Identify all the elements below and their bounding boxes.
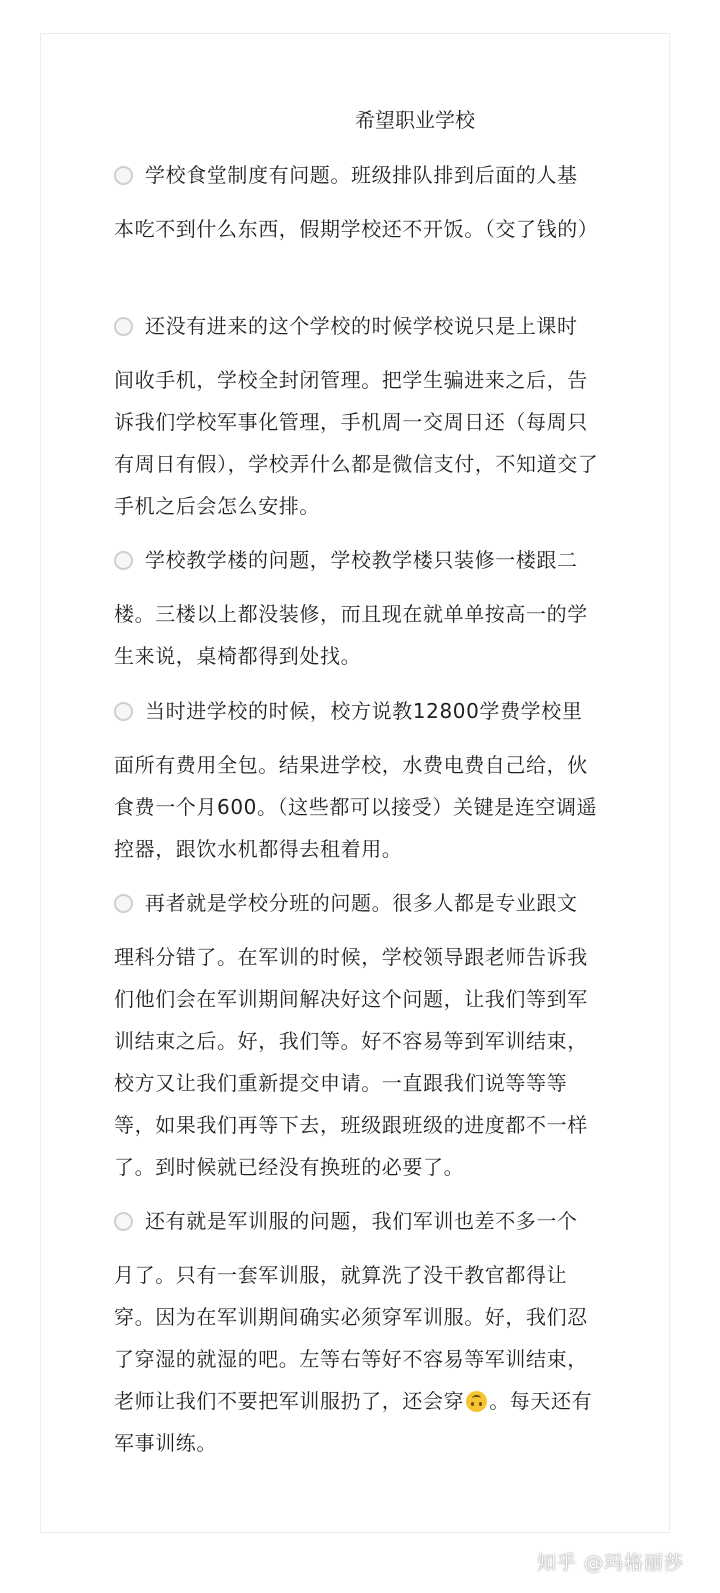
radio-circle-icon	[114, 166, 133, 185]
zhihu-watermark: 知乎 @玛格丽莎	[536, 1552, 684, 1574]
paragraph-6	[114, 1200, 606, 1464]
paragraph-5-rest: 理科分错了。在军训的时候，学校领导跟老师告诉我们他们会在军训期间解决好这个问题，让我们等到军训结束之后。好，我们等。好不容易等到军训结束，校方又让我们重新提交申请。一直跟我们说等等等等，如果我们再等下去，班级跟班级的进度都不一样了。到时候就已经没有换班的必要了。	[114, 945, 588, 1179]
paragraph-3-first: 学校教学楼的问题，学校教学楼只装修一楼跟二	[145, 548, 578, 572]
page-title: 希望职业学校	[355, 108, 475, 132]
paragraph-first-line	[114, 305, 606, 347]
radio-circle-icon	[114, 1212, 133, 1231]
paragraph-first-line	[114, 690, 606, 732]
paragraph-5-first: 再者就是学校分班的问题。很多人都是专业跟文	[145, 891, 578, 915]
paragraph-5	[114, 882, 606, 1188]
paragraph-first-line	[114, 1200, 606, 1242]
paragraph-6-rest	[114, 1254, 606, 1464]
paragraph-6-first: 还有就是军训服的问题，我们军训也差不多一个	[145, 1209, 578, 1233]
paragraph-3	[114, 539, 606, 677]
paragraph-4	[114, 690, 606, 870]
paragraph-1	[114, 154, 606, 250]
paragraph-4-rest: 面所有费用全包。结果进学校，水费电费自己给，伙食费一个月600。（这些都可以接受）关键是连空调遥控器，跟饮水机都得去租着用。	[114, 753, 598, 861]
paragraph-2	[114, 305, 606, 527]
paragraph-first-line	[114, 154, 606, 196]
radio-circle-icon	[114, 894, 133, 913]
radio-circle-icon	[114, 702, 133, 721]
paragraph-6-rest-text: 月了。只有一套军训服，就算洗了没干教官都得让穿。因为在军训期间确实必须穿军训服。好，我们忍了穿湿的就湿的吧。左等右等好不容易等军训结束，老师让我们不要把军训服扔了，还会穿	[114, 1263, 588, 1413]
paragraph-2-first: 还没有进来的这个学校的时候学校说只是上课时	[145, 314, 578, 338]
paragraph-3-rest: 楼。三楼以上都没装修，而且现在就单单按高一的学生来说，桌椅都得到处找。	[114, 602, 588, 668]
paragraph-6-rest-after: 。每天还有军事训练。	[114, 1389, 593, 1455]
paragraph-first-line	[114, 539, 606, 581]
paragraph-4-first: 当时进学校的时候，校方说教12800学费学校里	[145, 699, 583, 723]
paragraph-1-rest: 本吃不到什么东西，假期学校还不开饭。（交了钱的）	[114, 217, 599, 241]
radio-circle-icon	[114, 317, 133, 336]
upside-down-face-emoji-icon	[466, 1391, 487, 1412]
radio-circle-icon	[114, 551, 133, 570]
paragraph-2-rest: 间收手机，学校全封闭管理。把学生骗进来之后，告诉我们学校军事化管理，手机周一交周日还（每周只有周日有假），学校弄什么都是微信支付，不知道交了手机之后会怎么安排。	[114, 368, 599, 518]
paragraph-first-line	[114, 882, 606, 924]
paragraph-1-first: 学校食堂制度有问题。班级排队排到后面的人基	[145, 163, 578, 187]
